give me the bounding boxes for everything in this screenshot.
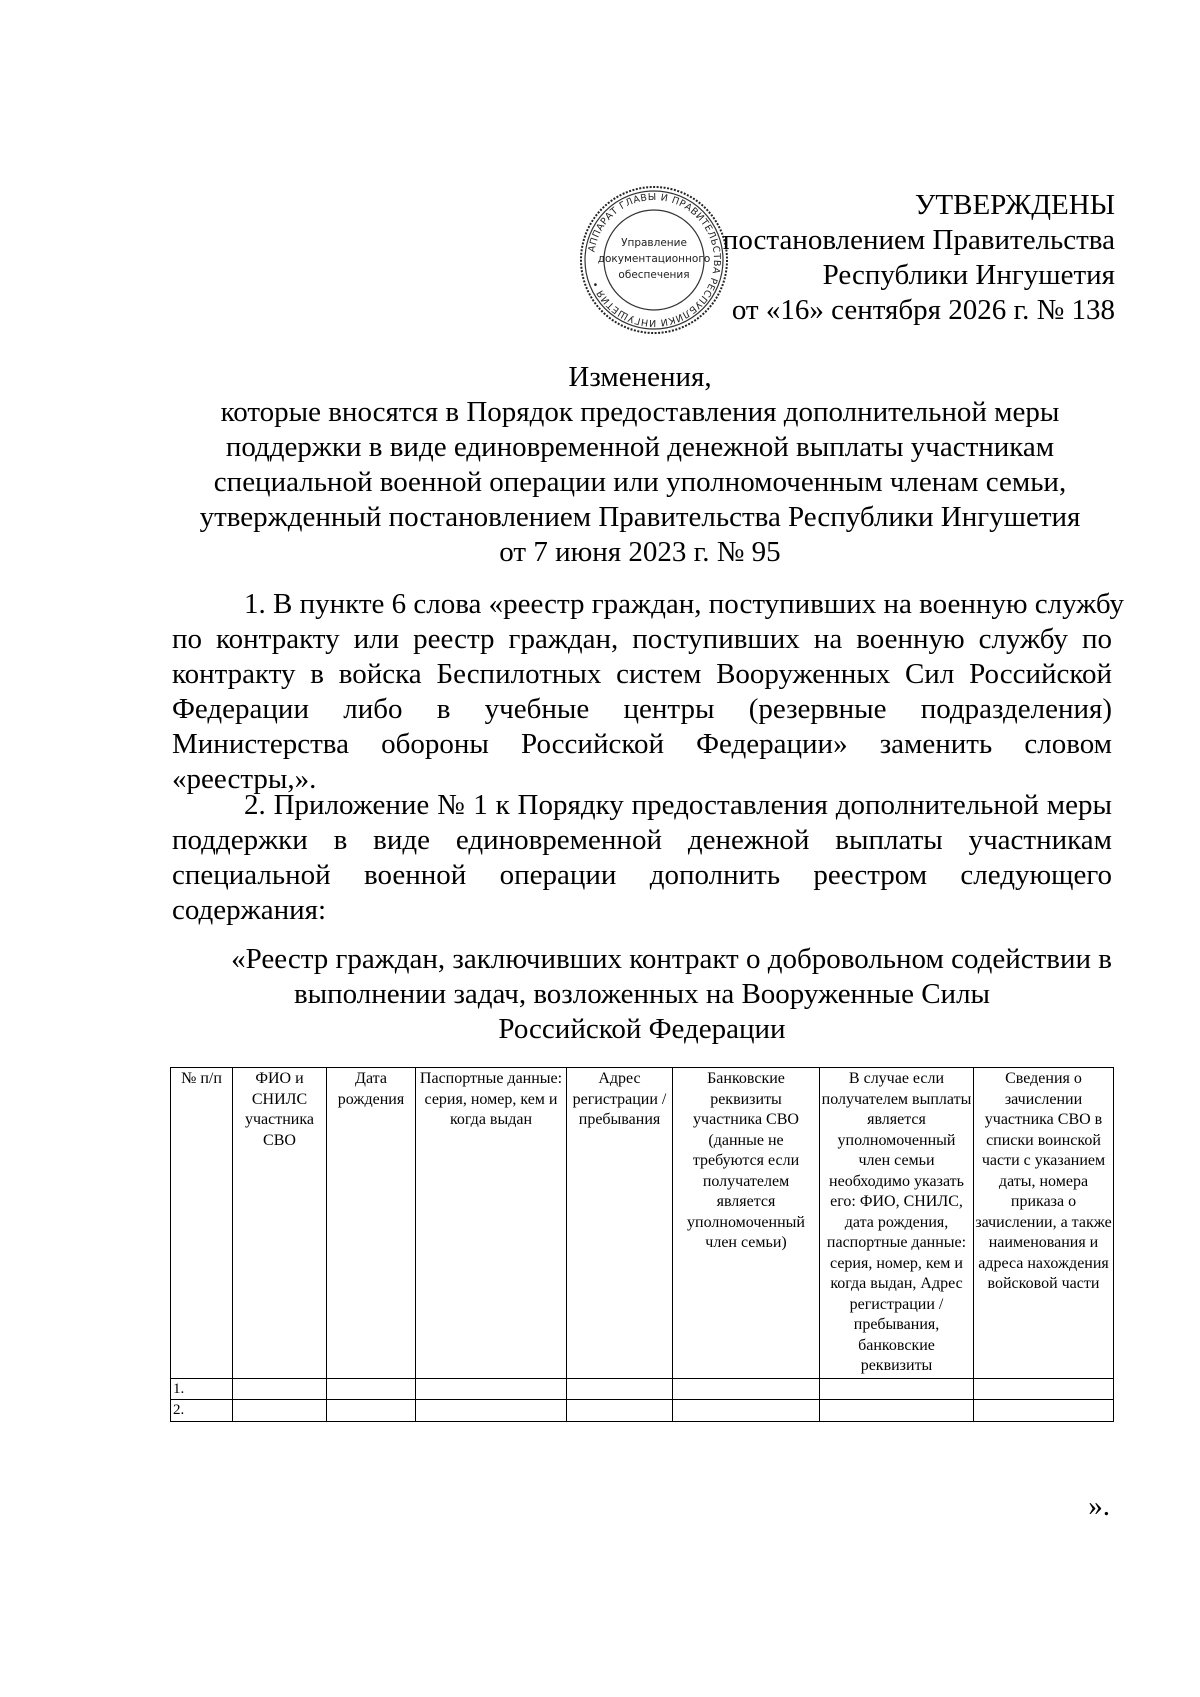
- register-title-line: выполнении задач, возложенных на Вооруженные Силы: [293, 978, 991, 1010]
- table-cell: [416, 1378, 567, 1400]
- table-cell: [327, 1400, 416, 1422]
- paragraph-line: «реестры,».: [172, 763, 317, 795]
- paragraph-line: по контракту или реестр граждан, поступивших на военную службу по: [172, 623, 1112, 655]
- approval-line-republic: Республики Ингушетия: [822, 259, 1115, 291]
- table-cell: [974, 1400, 1114, 1422]
- register-table: [170, 1067, 1114, 1422]
- paragraph-line: 1. В пункте 6 слова «реестр граждан, поступивших на военную службу: [244, 588, 1125, 620]
- paragraph-2: [172, 788, 1112, 928]
- table-cell: [567, 1400, 673, 1422]
- table-cell: [416, 1400, 567, 1422]
- heading-line: которые вносятся в Порядок предоставления дополнительной меры: [220, 396, 1060, 428]
- paragraph-1: [172, 587, 1125, 797]
- paragraph-line: 2. Приложение № 1 к Порядку предоставления дополнительной меры: [244, 789, 1112, 821]
- paragraph-line: Федерации либо в учебные центры (резервные подразделения): [172, 693, 1112, 725]
- svg-text:обеспечения: обеспечения: [618, 269, 690, 281]
- table-cell: [820, 1378, 974, 1400]
- table-cell: [327, 1378, 416, 1400]
- closing-quote: ».: [1088, 1490, 1110, 1522]
- heading-line: поддержки в виде единовременной денежной выплаты участникам: [225, 431, 1055, 463]
- paragraph-line: поддержки в виде единовременной денежной выплаты участникам: [172, 824, 1112, 856]
- paragraph-line: содержания:: [172, 894, 327, 926]
- svg-text:АППАРАТ ГЛАВЫ И ПРАВИТЕЛЬСТВА: АППАРАТ ГЛАВЫ И ПРАВИТЕЛЬСТВА РЕСПУБЛИКИ ИНГУШЕТИЯ •: [586, 191, 723, 329]
- register-title-line: Российской Федерации: [498, 1013, 786, 1045]
- table-cell: [974, 1378, 1114, 1400]
- table-cell: [567, 1378, 673, 1400]
- approval-line-resolution: постановлением Правительства: [722, 224, 1115, 256]
- table-cell: [673, 1378, 820, 1400]
- approval-line-approved: УТВЕРЖДЕНЫ: [914, 189, 1115, 221]
- heading-line: специальной военной операции или уполномоченным членам семьи,: [213, 466, 1067, 498]
- column-header-family-member: В случае если получателем выплаты является уполномоченный член семьи необходимо указать его: ФИО, СНИЛС, дата рождения, паспортные данные: серия, номер, кем и когда выдан, Адрес регистрации / пребывания, банковские реквизиты: [820, 1068, 974, 1379]
- column-header-number: № п/п: [171, 1068, 233, 1379]
- row-number: 2.: [171, 1400, 233, 1422]
- table-cell: [233, 1378, 327, 1400]
- register-title: [172, 942, 1112, 1047]
- table-cell: [673, 1400, 820, 1422]
- table-row: [171, 1378, 1114, 1400]
- column-header-fio-snils: ФИО и СНИЛС участника СВО: [233, 1068, 327, 1379]
- heading-line: от 7 июня 2023 г. № 95: [499, 536, 781, 568]
- column-header-passport: Паспортные данные: серия, номер, кем и когда выдан: [416, 1068, 567, 1379]
- paragraph-line: контракту в войска Беспилотных систем Вооруженных Сил Российской: [172, 658, 1112, 690]
- paragraph-line: Министерства обороны Российской Федерации» заменить словом: [172, 728, 1112, 760]
- heading-line: утвержденный постановлением Правительства Республики Ингушетия: [199, 501, 1081, 533]
- table-row: [171, 1400, 1114, 1422]
- approval-line-date-number: от «16» сентября 2026 г. № 138: [731, 294, 1115, 326]
- document-heading: [170, 360, 1110, 570]
- column-header-bank-details: Банковские реквизиты участника СВО (данные не требуются если получателем является уполномоченный член семьи): [673, 1068, 820, 1379]
- svg-text:Управление: Управление: [621, 237, 687, 249]
- row-number: 1.: [171, 1378, 233, 1400]
- register-title-line: «Реестр граждан, заключивших контракт о добровольном содействии в: [231, 943, 1112, 975]
- paragraph-line: специальной военной операции дополнить реестром следующего: [172, 859, 1112, 891]
- column-header-enrollment: Сведения о зачислении участника СВО в списки воинской части с указанием даты, номера приказа о зачислении, а также наименования и адреса нахождения войсковой части: [974, 1068, 1114, 1379]
- official-stamp: [578, 184, 730, 336]
- table-cell: [820, 1400, 974, 1422]
- column-header-birth-date: Дата рождения: [327, 1068, 416, 1379]
- column-header-address: Адрес регистрации / пребывания: [567, 1068, 673, 1379]
- heading-line: Изменения,: [568, 361, 712, 393]
- table-cell: [233, 1400, 327, 1422]
- approval-block: [723, 188, 1115, 328]
- table-header-row: [171, 1068, 1114, 1379]
- svg-text:документационного: документационного: [597, 253, 711, 265]
